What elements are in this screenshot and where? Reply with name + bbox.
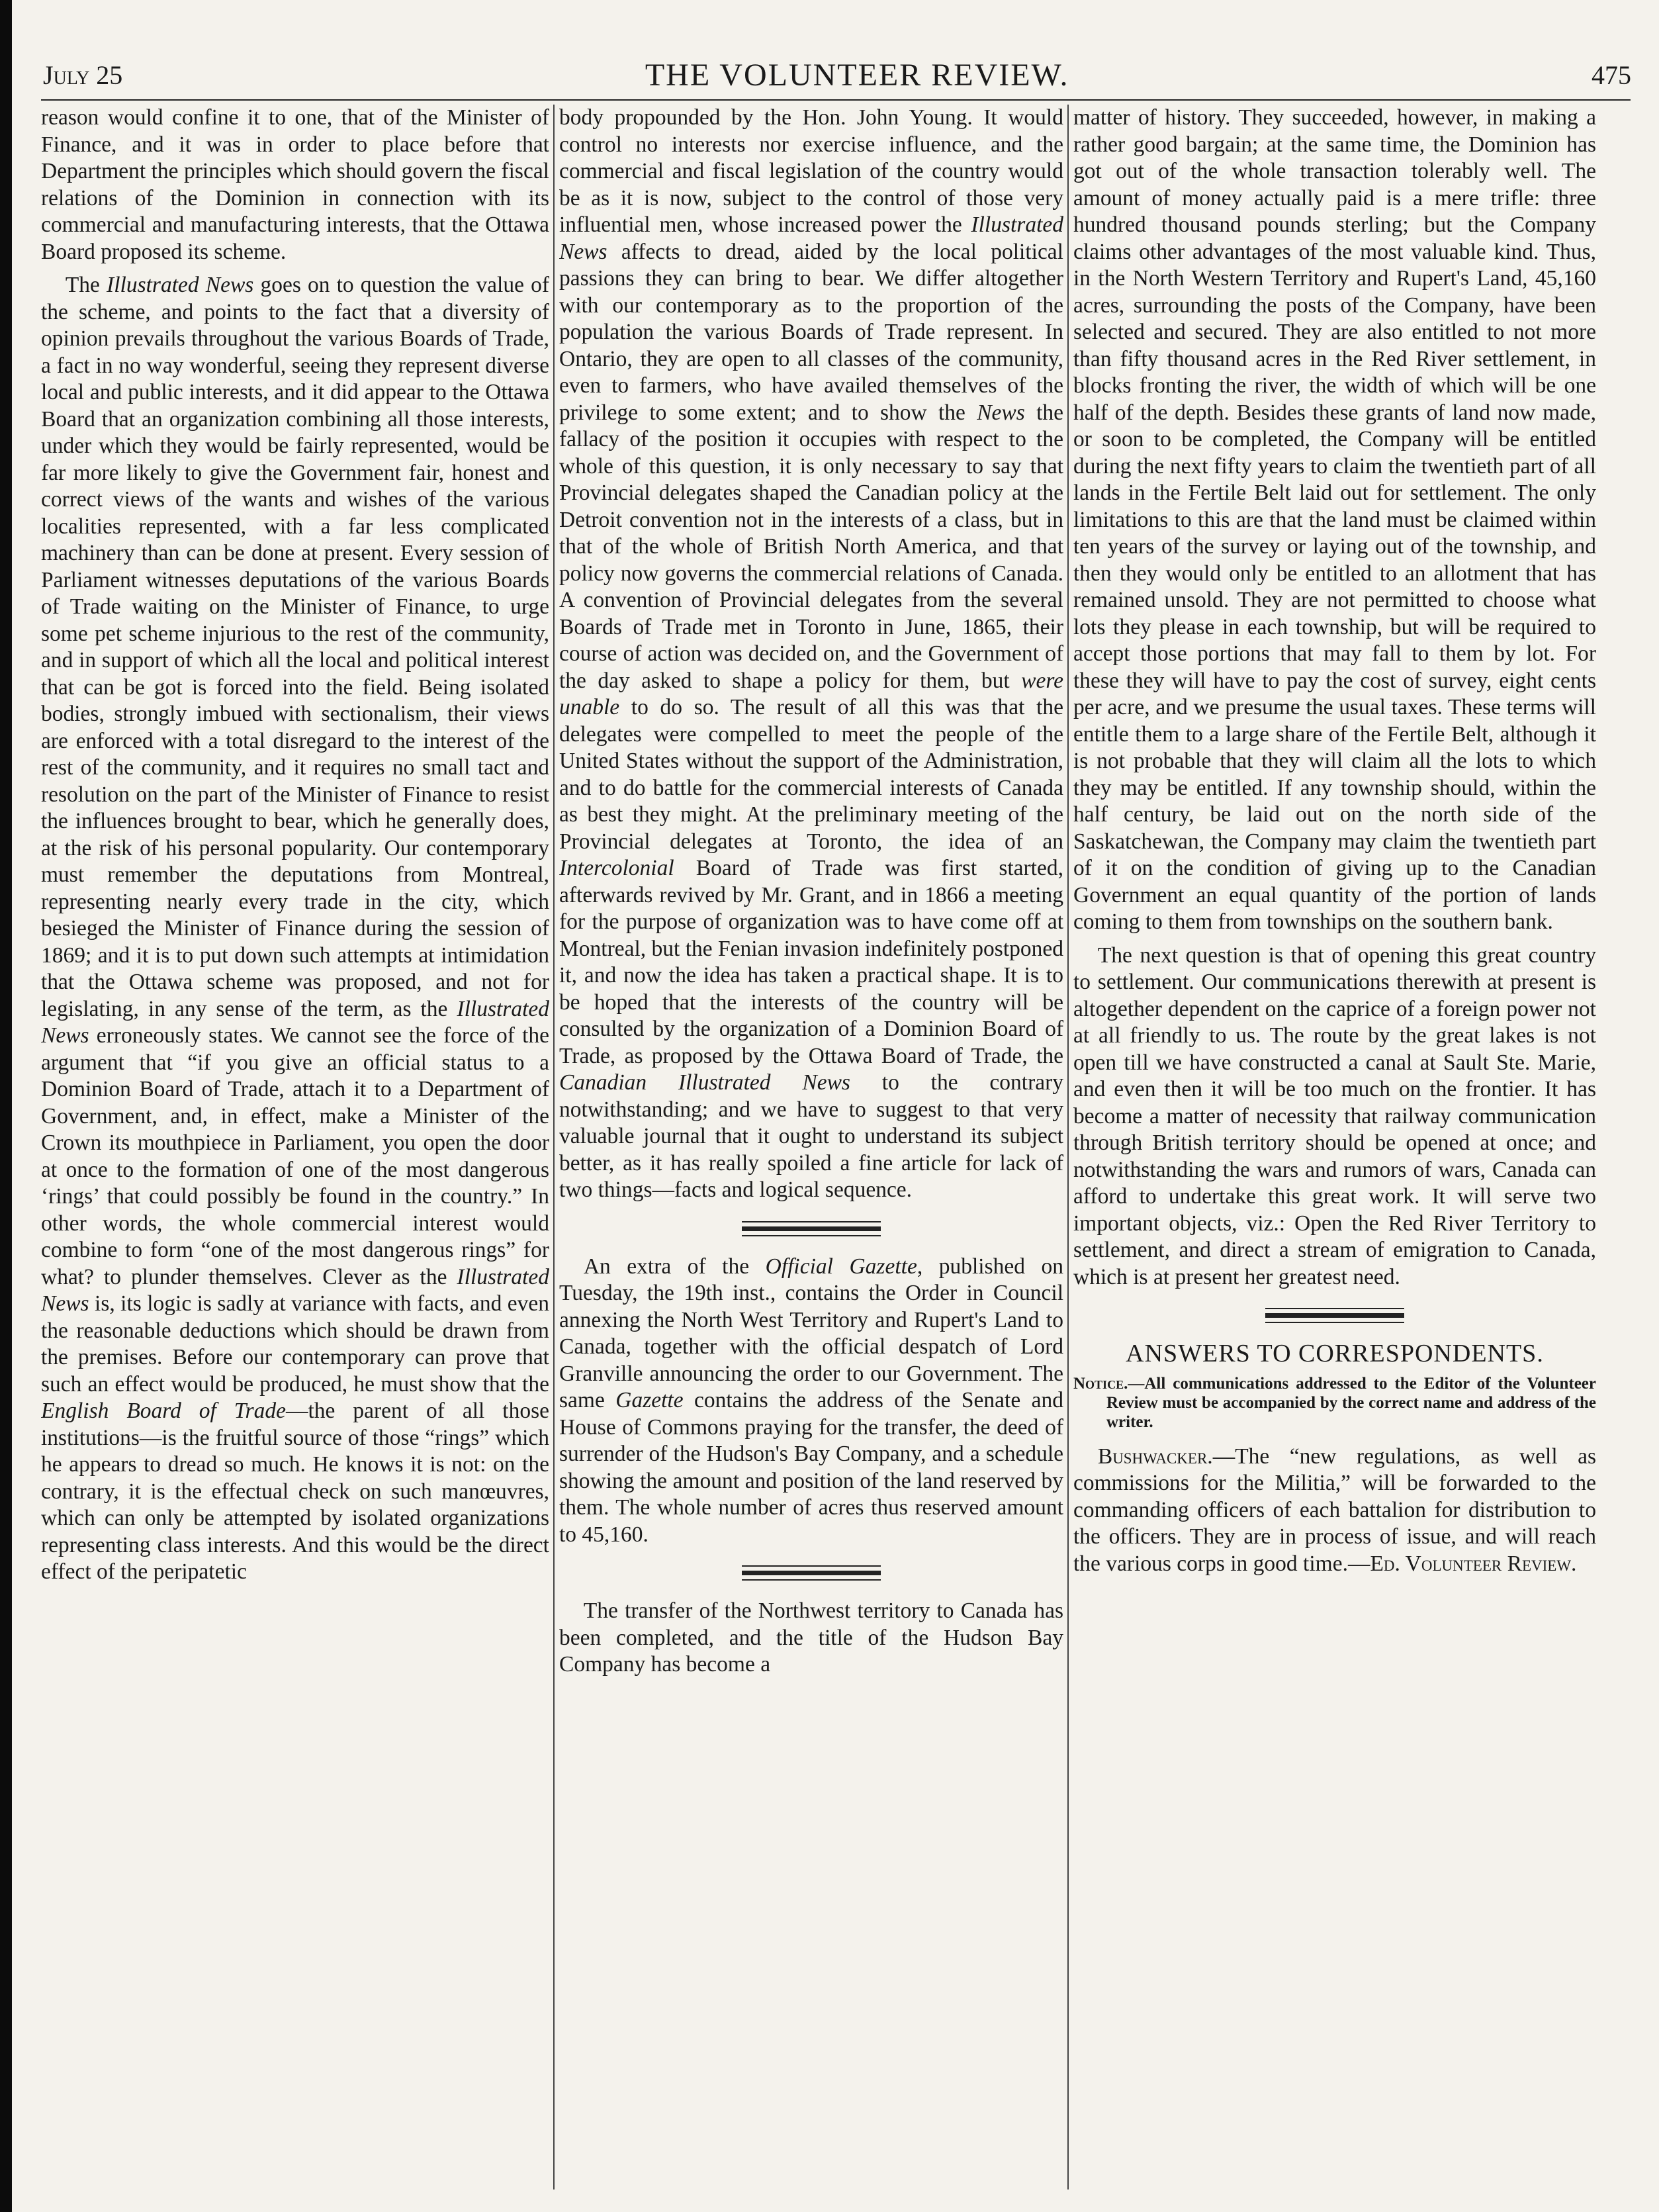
paragraph: The Illustrated News goes on to question the value of the scheme, and points to the fact that a diversity of opinion prevails throughout the various Boards of Trade, a fact in no way wonderful, seeing they represent diverse local and public interests, and it did appear to the Ottawa Board that an organization combining all those interests, under which they would be fairly represented, would be far more likely to give the Government fair, honest and correct views of the wants and wishes of the various localities represented, with a far less complicated machinery than can be done at present. Every session of Parliament witnesses deputations of the various Boards of Trade waiting on the Minister of Finance, to urge some pet scheme injurious to the rest of the community, and in support of which all the local and political interest that can be got is forced into the field. Being isolated bodies, strongly imbued with sectionalism, their views are enforced with a total disregard to the interest of the rest of the community, and it requires no small tact and resolution on the part of the Minister of Finance to resist the influences brought to bear, which he generally does, at the risk of his personal popularity. Our contemporary must remember the deputations from Montreal, representing nearly every trade in the city, which besieged the Minister of Finance during the session of 1869; and it is to put down such attempts at intimidation that the Ottawa scheme was proposed, and not for legislating, in any sense of the term, as the Illustrated News erroneously states. We cannot see the force of the argument that “if you give an official status to a Dominion Board of Trade, attach it to a Department of Government, and, in effect, make a Minister of the Crown its mouthpiece in Parliament, you open the door at once to the formation of one of the most dangerous ‘rings’ that could possibly be found in the country.” In other words, the whole commercial interest would combine to form “one of the most dangerous rings” for what? to plunder themselves. Clever as the Illustrated News is, its logic is sadly at variance with facts, and even the reasonable deductions which should be drawn from the premises. Before our contemporary can prove that such an effect would be produced, he must show that the English Board of Trade—the parent of all those institutions—is the fruitful source of those “rings” which he appears to dread so much. He knows it is not: on the contrary, it is the effectual check on such manœuvres, which can only be attempted by isolated organizations representing class interests. And this would be the direct effect of the peripatetic [41,273,549,1584]
paragraph: An extra of the Official Gazette, published on Tuesday, the 19th inst., contains the Order in Council annexing the North West Territory and Rupert's Land to Canada, together with the official despatch of Lord Granville announcing the order to our Government. The same Gazette contains the address of the Senate and House of Commons praying for the transfer, the deed of surrender of the Hudson's Bay Company, and a schedule showing the amount and position of the land reserved by them. The whole number of acres thus reserved amount to 45,160. [559,1254,1063,1547]
page-binding-edge [0,0,12,2212]
column-1 [41,105,549,2189]
notice-paragraph: Notice.—All communications addressed to the Editor of the Volunteer Review must be accompanied by the correct name and address of the writer. [1073,1374,1596,1431]
section-separator [742,1221,881,1236]
column-divider [553,105,555,2189]
paragraph: The next question is that of opening this great country to settlement. Our communications therewith at present is altogether dependent on the caprice of a foreign power not at all friendly to us. The route by the great lakes is not open till we have constructed a canal at Sault Ste. Marie, and even then it will be too much on the frontier. It has become a matter of necessity that railway communication through British territory should be opened at once; and notwithstanding the wars and rumors of wars, Canada can afford to undertake this great work. It will serve two important objects, viz.: Open the Red River Territory to settlement, and direct a stream of emigration to Canada, which is at present her greatest need. [1073,943,1596,1289]
page-number: 475 [1592,60,1631,90]
section-separator [742,1565,881,1581]
column-3 [1073,105,1596,2189]
column-2 [559,105,1063,2189]
header-date: July 25 [43,60,123,90]
section-separator [1265,1308,1404,1323]
paragraph: reason would confine it to one, that of the Minister of Finance, and it was in order to place before that Department the principles which should govern the fiscal relations of the Dominion in connection with its commercial and manufacturing interests, that the Ottawa Board proposed its scheme. [41,105,549,264]
paragraph: body propounded by the Hon. John Young. It would control no interests nor exercise influence, and the commercial and fiscal legislation of the country would be as it is now, subject to the control of those very influential men, whose increased power the Illustrated News affects to dread, aided by the local political passions they can bring to bear. We differ altogether with our contemporary as to the proportion of the population the various Boards of Trade represent. In Ontario, they are open to all classes of the community, even to farmers, who have availed themselves of the privilege to some extent; and to show the News the fallacy of the position it occupies with respect to the whole of this question, it is only necessary to say that Provincial delegates shaped the Canadian policy at the Detroit convention not in the interests of a class, but in that of the whole of British North America, and that policy now governs the commercial relations of Canada. A convention of Provincial delegates from the several Boards of Trade met in Toronto in June, 1865, their course of action was decided on, and the Government of the day asked to shape a policy for them, but were unable to do so. The result of all this was that the delegates were compelled to meet the people of the United States without the support of the Administration, and to do battle for the commercial interests of Canada as best they might. At the preliminary meeting of the Provincial delegates at Toronto, the idea of an Intercolonial Board of Trade was first started, afterwards revived by Mr. Grant, and in 1866 a meeting for the purpose of organization was to have come off at Montreal, but the Fenian invasion indefinitely postponed it, and now the idea has taken a practical shape. It is to be hoped that the interests of the country will be consulted by the organization of a Dominion Board of Trade, as proposed by the Ottawa Board of Trade, the Canadian Illustrated News to the contrary notwithstanding; and we have to suggest to that very valuable journal that it ought to understand its subject better, as it has really spoiled a fine article for lack of two things—facts and logical sequence. [559,105,1063,1202]
page-header [43,52,1631,98]
paragraph: The transfer of the Northwest territory to Canada has been completed, and the title of the Hudson Bay Company has become a [559,1598,1063,1677]
section-heading: ANSWERS TO CORRESPONDENTS. [1126,1340,1544,1367]
answer-paragraph: Bushwacker.—The “new regulations, as well as commissions for the Militia,” will be forwarded to the commanding officers of each battalion for distribution to the officers. They are in process of issue, and will reach the various corps in good time.—Ed. Volunteer Review. [1073,1444,1596,1576]
header-rule [41,99,1631,101]
newspaper-title: THE VOLUNTEER REVIEW. [645,57,1069,93]
column-divider [1067,105,1069,2189]
paragraph: matter of history. They succeeded, however, in making a rather good bargain; at the same time, the Dominion has got out of the whole transaction tolerably well. The amount of money actually paid is a mere trifle: three hundred thousand pounds sterling; but the Company claims other advantages of the most valuable kind. Thus, in the North Western Territory and Rupert's Land, 45,160 acres, surrounding the posts of the Company, have been selected and secured. They are also entitled to not more than fifty thousand acres in the Red River settlement, in blocks fronting the river, the width of which will be one half of the depth. Besides these grants of land now made, or soon to be completed, the Company will be entitled during the next fifty years to claim the twentieth part of all lands in the Fertile Belt laid out for settlement. The only limitations to this are that the land must be claimed within ten years of the survey or laying out of the township, and then they would only be entitled to an allotment that has remained unsold. They are not permitted to choose what lots they please in each township, but will be required to accept those portions that may fall to them by lot. For these they will have to pay the cost of survey, eight cents per acre, and we presume the usual taxes. These terms will entitle them to a large share of the Fertile Belt, although it is not probable that they will claim all the lots to which they may be entitled. If any township should, within the half century, be laid out on the north side of the Saskatchewan, the Company may claim the twentieth part of it on the condition of giving up to the Canadian Government an equal quantity of the portion of lands coming to them from townships on the southern bank. [1073,105,1596,934]
